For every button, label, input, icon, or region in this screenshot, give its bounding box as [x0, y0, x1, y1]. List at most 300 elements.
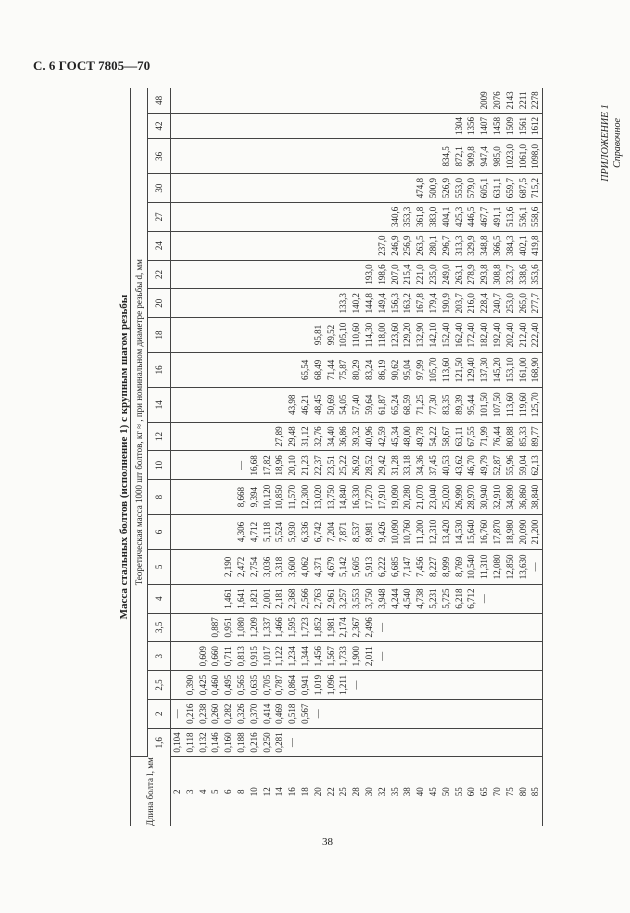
- mass-cell: 1,981: [325, 613, 338, 642]
- mass-cell: 43,62: [453, 451, 466, 480]
- mass-cell: 446,5: [465, 203, 478, 232]
- mass-cell: 0,414: [261, 699, 274, 728]
- mass-cell: [299, 174, 312, 203]
- mass-cell: [248, 260, 261, 289]
- mass-cell: [389, 113, 402, 139]
- mass-cell: 32,76: [312, 422, 325, 451]
- mass-cell: 46,70: [465, 451, 478, 480]
- mass-cell: 2,961: [325, 584, 338, 613]
- mass-cell: [414, 113, 427, 139]
- table-row: [478, 88, 491, 826]
- mass-cell: 5,913: [363, 549, 376, 584]
- table-row: [312, 88, 325, 826]
- diameter-column-header: 27: [148, 203, 171, 232]
- mass-cell: [299, 728, 312, 757]
- mass-cell: [504, 728, 517, 757]
- mass-cell: 10,760: [401, 515, 414, 550]
- mass-cell: [529, 613, 542, 642]
- mass-cell: [529, 699, 542, 728]
- mass-cell: —: [286, 728, 299, 757]
- page-header: С. 6 ГОСТ 7805—70: [33, 58, 151, 73]
- table-body: [171, 88, 543, 826]
- mass-cell: 10,540: [465, 549, 478, 584]
- mass-cell: 5,605: [350, 549, 363, 584]
- mass-cell: 65,24: [389, 387, 402, 422]
- mass-cell: 6,742: [312, 515, 325, 550]
- mass-cell: 80,88: [504, 422, 517, 451]
- mass-cell: 0,705: [261, 671, 274, 700]
- mass-cell: [312, 113, 325, 139]
- mass-cell: [478, 613, 491, 642]
- mass-cell: 536,1: [517, 203, 530, 232]
- mass-cell: [478, 642, 491, 671]
- mass-cell: 235,0: [427, 260, 440, 289]
- mass-cell: [171, 289, 184, 318]
- mass-cell: [491, 728, 504, 757]
- mass-cell: [184, 642, 197, 671]
- mass-cell: [209, 318, 222, 353]
- mass-cell: 105,10: [337, 318, 350, 353]
- mass-cell: [171, 139, 184, 174]
- mass-cell: 16,760: [478, 515, 491, 550]
- mass-cell: 3,318: [273, 549, 286, 584]
- mass-cell: [273, 318, 286, 353]
- mass-cell: 1,733: [337, 642, 350, 671]
- mass-cell: 65,54: [299, 352, 312, 387]
- mass-cell: [184, 231, 197, 260]
- mass-cell: [209, 584, 222, 613]
- mass-cell: 1,234: [286, 642, 299, 671]
- table-row: [209, 88, 222, 826]
- mass-cell: [376, 113, 389, 139]
- mass-cell: [299, 289, 312, 318]
- mass-cell: [184, 289, 197, 318]
- mass-cell: 1061,0: [517, 139, 530, 174]
- mass-cell: 246,9: [389, 231, 402, 260]
- mass-cell: [235, 422, 248, 451]
- mass-cell: [286, 260, 299, 289]
- mass-cell: 30,940: [478, 480, 491, 515]
- mass-cell: [261, 88, 274, 113]
- mass-cell: 1,017: [261, 642, 274, 671]
- mass-cell: 12,310: [427, 515, 440, 550]
- mass-cell: [222, 139, 235, 174]
- mass-cell: [171, 174, 184, 203]
- mass-cell: 137,30: [478, 352, 491, 387]
- mass-cell: 113,60: [504, 387, 517, 422]
- mass-cell: 17,870: [491, 515, 504, 550]
- mass-cell: 21,200: [529, 515, 542, 550]
- mass-cell: 13,020: [312, 480, 325, 515]
- mass-cell: 1,466: [273, 613, 286, 642]
- mass-cell: [286, 231, 299, 260]
- mass-cell: 384,3: [504, 231, 517, 260]
- length-cell: 14: [274, 787, 285, 797]
- mass-cell: 145,20: [491, 352, 504, 387]
- mass-cell: 1,080: [235, 613, 248, 642]
- mass-cell: [197, 88, 210, 113]
- mass-cell: —: [376, 613, 389, 642]
- mass-cell: [491, 642, 504, 671]
- mass-cell: [350, 113, 363, 139]
- length-cell: 10: [248, 787, 259, 797]
- mass-cell: [235, 203, 248, 232]
- length-cell: 6: [223, 789, 234, 794]
- mass-cell: 203,7: [453, 289, 466, 318]
- mass-cell: 71,44: [325, 352, 338, 387]
- mass-cell: 0,390: [184, 671, 197, 700]
- mass-cell: 2009: [478, 88, 491, 113]
- mass-cell: 58,67: [440, 422, 453, 451]
- mass-cell: [376, 203, 389, 232]
- mass-cell: [171, 549, 184, 584]
- mass-cell: —: [235, 451, 248, 480]
- mass-cell: [248, 387, 261, 422]
- length-cell: 75: [504, 787, 515, 797]
- mass-cell: 419,8: [529, 231, 542, 260]
- table-row: [171, 88, 184, 826]
- mass-cell: 14,840: [337, 480, 350, 515]
- diameter-column-header: 5: [148, 549, 171, 584]
- mass-cell: 11,310: [478, 549, 491, 584]
- page-number: 38: [322, 836, 333, 848]
- mass-cell: 10,850: [273, 480, 286, 515]
- mass-cell: [171, 231, 184, 260]
- mass-cell: [517, 642, 530, 671]
- table-row: [389, 88, 402, 826]
- mass-cell: [197, 113, 210, 139]
- mass-cell: 18,980: [504, 515, 517, 550]
- appendix-subtitle: Справочное: [612, 118, 623, 168]
- mass-cell: 1,723: [299, 613, 312, 642]
- mass-cell: 140,2: [350, 289, 363, 318]
- mass-cell: [209, 88, 222, 113]
- mass-cell: 144,8: [363, 289, 376, 318]
- mass-cell: [222, 451, 235, 480]
- mass-cell: 467,7: [478, 203, 491, 232]
- mass-cell: [325, 231, 338, 260]
- mass-cell: [517, 671, 530, 700]
- length-cell: 8: [236, 789, 247, 794]
- mass-cell: 190,9: [440, 289, 453, 318]
- mass-cell: 0,864: [286, 671, 299, 700]
- mass-cell: 3,948: [376, 584, 389, 613]
- mass-cell: 9,394: [248, 480, 261, 515]
- mass-cell: 237,0: [376, 231, 389, 260]
- table-row: [376, 88, 389, 826]
- mass-cell: [286, 352, 299, 387]
- mass-cell: 1407: [478, 113, 491, 139]
- mass-cell: [299, 260, 312, 289]
- mass-cell: 2,754: [248, 549, 261, 584]
- mass-cell: 8,537: [350, 515, 363, 550]
- mass-cell: 21,23: [299, 451, 312, 480]
- mass-cell: 3,036: [261, 549, 274, 584]
- mass-cell: 59,64: [363, 387, 376, 422]
- mass-cell: 39,32: [350, 422, 363, 451]
- mass-cell: 2,367: [350, 613, 363, 642]
- mass-cell: [299, 88, 312, 113]
- mass-cell: 193,0: [363, 260, 376, 289]
- mass-cell: 353,6: [529, 260, 542, 289]
- mass-cell: 192,40: [491, 318, 504, 353]
- mass-cell: 36,860: [517, 480, 530, 515]
- mass-cell: [261, 174, 274, 203]
- mass-cell: 76,44: [491, 422, 504, 451]
- mass-cell: 0,941: [299, 671, 312, 700]
- mass-cell: 90,62: [389, 352, 402, 387]
- mass-cell: [248, 422, 261, 451]
- length-cell: 30: [364, 787, 375, 797]
- mass-cell: [222, 289, 235, 318]
- mass-cell: 909,8: [465, 139, 478, 174]
- table-row: [491, 88, 504, 826]
- mass-cell: [273, 352, 286, 387]
- mass-cell: [184, 260, 197, 289]
- length-cell: 20: [312, 787, 323, 797]
- diameter-column-header: 12: [148, 422, 171, 451]
- mass-cell: 29,42: [376, 451, 389, 480]
- mass-cell: [184, 139, 197, 174]
- mass-cell: [184, 480, 197, 515]
- mass-cell: [363, 699, 376, 728]
- mass-cell: [248, 174, 261, 203]
- mass-cell: [376, 728, 389, 757]
- mass-cell: 46,21: [299, 387, 312, 422]
- mass-cell: [184, 174, 197, 203]
- mass-cell: 1561: [517, 113, 530, 139]
- mass-cell: 348,8: [478, 231, 491, 260]
- length-cell: 45: [428, 787, 439, 797]
- mass-cell: 1,122: [273, 642, 286, 671]
- length-cell: 16: [287, 787, 298, 797]
- mass-cell: [401, 88, 414, 113]
- mass-cell: [184, 352, 197, 387]
- length-cell: 35: [389, 787, 400, 797]
- mass-cell: [312, 139, 325, 174]
- mass-cell: 323,7: [504, 260, 517, 289]
- mass-cell: 1,019: [312, 671, 325, 700]
- mass-cell: 29,48: [286, 422, 299, 451]
- mass-cell: [286, 174, 299, 203]
- mass-cell: [235, 318, 248, 353]
- mass-cell: 3,600: [286, 549, 299, 584]
- length-cell: 38: [402, 787, 413, 797]
- mass-cell: [312, 88, 325, 113]
- mass-cell: 2278: [529, 88, 542, 113]
- mass-cell: [312, 231, 325, 260]
- length-cell: 12: [261, 787, 272, 797]
- mass-cell: 353,3: [401, 203, 414, 232]
- mass-cell: 5,142: [337, 549, 350, 584]
- table-row: [363, 88, 376, 826]
- mass-cell: 1,821: [248, 584, 261, 613]
- mass-cell: [440, 113, 453, 139]
- mass-cell: [209, 352, 222, 387]
- mass-cell: [389, 728, 402, 757]
- length-cell: 65: [479, 787, 490, 797]
- mass-cell: [337, 231, 350, 260]
- mass-cell: 34,890: [504, 480, 517, 515]
- mass-cell: [453, 699, 466, 728]
- mass-cell: 0,495: [222, 671, 235, 700]
- mass-cell: [363, 174, 376, 203]
- mass-cell: 34,40: [325, 422, 338, 451]
- mass-cell: [427, 699, 440, 728]
- mass-cell: 129,20: [401, 318, 414, 353]
- mass-cell: 1098,0: [529, 139, 542, 174]
- mass-cell: [197, 231, 210, 260]
- mass-cell: 8,769: [453, 549, 466, 584]
- mass-cell: [389, 88, 402, 113]
- mass-cell: 0,425: [197, 671, 210, 700]
- mass-cell: [401, 642, 414, 671]
- mass-cell: 13,630: [517, 549, 530, 584]
- mass-cell: [491, 613, 504, 642]
- mass-cell: [529, 642, 542, 671]
- mass-cell: 9,426: [376, 515, 389, 550]
- mass-cell: 62,13: [529, 451, 542, 480]
- mass-cell: [465, 671, 478, 700]
- mass-cell: [363, 671, 376, 700]
- mass-cell: 265,0: [517, 289, 530, 318]
- mass-cell: 34,36: [414, 451, 427, 480]
- mass-cell: 0,635: [248, 671, 261, 700]
- mass-cell: 631,1: [491, 174, 504, 203]
- mass-cell: [453, 642, 466, 671]
- mass-cell: [184, 549, 197, 584]
- mass-cell: [312, 174, 325, 203]
- mass-cell: [261, 387, 274, 422]
- mass-cell: 20,10: [286, 451, 299, 480]
- mass-cell: 402,1: [517, 231, 530, 260]
- mass-cell: [491, 584, 504, 613]
- mass-cell: 71,25: [414, 387, 427, 422]
- mass-cell: [184, 613, 197, 642]
- mass-cell: [337, 699, 350, 728]
- table-row: [453, 88, 466, 826]
- mass-cell: [363, 139, 376, 174]
- mass-cell: 8,668: [235, 480, 248, 515]
- mass-cell: [491, 671, 504, 700]
- mass-cell: 383,0: [427, 203, 440, 232]
- length-cell: 55: [453, 787, 464, 797]
- mass-cell: 558,6: [529, 203, 542, 232]
- mass-cell: 101,50: [478, 387, 491, 422]
- mass-cell: 13,420: [440, 515, 453, 550]
- mass-cell: 715,2: [529, 174, 542, 203]
- table-row: [286, 88, 299, 826]
- mass-cell: 19,090: [389, 480, 402, 515]
- mass-cell: [478, 699, 491, 728]
- mass-cell: 0,951: [222, 613, 235, 642]
- mass-cell: [389, 174, 402, 203]
- length-cell: 70: [492, 787, 503, 797]
- mass-cell: 0,216: [248, 728, 261, 757]
- length-cell: 22: [325, 787, 336, 797]
- mass-cell: 5,930: [286, 515, 299, 550]
- mass-cell: [286, 113, 299, 139]
- mass-cell: 1,211: [337, 671, 350, 700]
- mass-cell: 659,7: [504, 174, 517, 203]
- mass-cell: [184, 451, 197, 480]
- mass-cell: [184, 584, 197, 613]
- length-cell: 50: [440, 787, 451, 797]
- mass-cell: [325, 289, 338, 318]
- mass-cell: 37,45: [427, 451, 440, 480]
- mass-cell: 249,0: [440, 260, 453, 289]
- mass-cell: [273, 289, 286, 318]
- mass-cell: 129,40: [465, 352, 478, 387]
- diameter-column-header: 6: [148, 515, 171, 550]
- diameter-column-header: 10: [148, 451, 171, 480]
- mass-cell: 207,0: [389, 260, 402, 289]
- mass-cell: [337, 260, 350, 289]
- mass-cell: 0,104: [171, 728, 184, 757]
- mass-cell: [222, 422, 235, 451]
- mass-cell: 1,209: [248, 613, 261, 642]
- mass-cell: [222, 174, 235, 203]
- mass-cell: 0,282: [222, 699, 235, 728]
- mass-cell: [440, 642, 453, 671]
- mass-cell: 2,001: [261, 584, 274, 613]
- mass-cell: 280,1: [427, 231, 440, 260]
- mass-cell: [337, 139, 350, 174]
- table-row: [184, 88, 197, 826]
- mass-cell: 153,10: [504, 352, 517, 387]
- mass-cell: 48,45: [312, 387, 325, 422]
- mass-cell: 240,7: [491, 289, 504, 318]
- mass-cell: 114,30: [363, 318, 376, 353]
- mass-cell: 52,87: [491, 451, 504, 480]
- mass-cell: 329,9: [465, 231, 478, 260]
- mass-cell: 161,00: [517, 352, 530, 387]
- mass-cell: 182,40: [478, 318, 491, 353]
- mass-cell: 3,257: [337, 584, 350, 613]
- mass-cell: [222, 231, 235, 260]
- mass-cell: 48,00: [401, 422, 414, 451]
- mass-cell: [209, 139, 222, 174]
- mass-cell: 0,565: [235, 671, 248, 700]
- mass-cell: 0,567: [299, 699, 312, 728]
- table-row: [235, 88, 248, 826]
- mass-cell: [312, 203, 325, 232]
- mass-cell: 67,55: [465, 422, 478, 451]
- table-row: [337, 88, 350, 826]
- mass-cell: [235, 231, 248, 260]
- mass-cell: [401, 671, 414, 700]
- mass-cell: [427, 613, 440, 642]
- mass-cell: 149,4: [376, 289, 389, 318]
- mass-cell: [171, 613, 184, 642]
- mass-cell: 228,4: [478, 289, 491, 318]
- mass-cell: 42,59: [376, 422, 389, 451]
- mass-cell: [517, 584, 530, 613]
- mass-cell: [337, 113, 350, 139]
- mass-cell: [222, 113, 235, 139]
- mass-cell: [197, 515, 210, 550]
- mass-cell: [389, 642, 402, 671]
- mass-cell: 12,300: [299, 480, 312, 515]
- mass-cell: 278,9: [465, 260, 478, 289]
- mass-cell: [312, 289, 325, 318]
- mass-cell: 5,231: [427, 584, 440, 613]
- mass-cell: 83,35: [440, 387, 453, 422]
- mass-cell: 0,146: [209, 728, 222, 757]
- mass-cell: 1356: [465, 113, 478, 139]
- mass-cell: [401, 699, 414, 728]
- mass-cell: —: [350, 671, 363, 700]
